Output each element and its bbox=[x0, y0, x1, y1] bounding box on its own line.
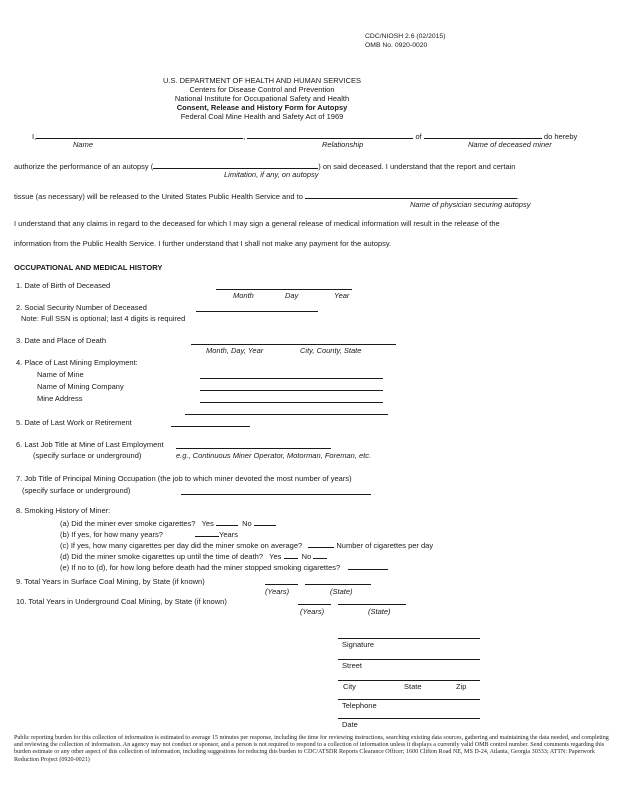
authorize-text: authorize the performance of an autopsy ( bbox=[14, 162, 154, 171]
tissue-period: . bbox=[517, 192, 520, 201]
last-job-title-blank[interactable] bbox=[176, 448, 331, 449]
surface-state-blank[interactable] bbox=[305, 584, 371, 585]
item10-state-label: (State) bbox=[368, 607, 391, 616]
claims-line-2: information from the Public Health Service. I further understand that I shall not make any payment for the autopsy. bbox=[14, 239, 392, 248]
header-act: Federal Coal Mine Health and Safety Act of 1969 bbox=[180, 112, 344, 121]
date-label: Date bbox=[342, 720, 358, 729]
item8-a-no-label: No bbox=[242, 519, 252, 528]
item1-label: 1. Date of Birth of Deceased bbox=[16, 281, 111, 290]
item9-state-label: (State) bbox=[330, 587, 353, 596]
mining-company-blank[interactable] bbox=[200, 390, 383, 391]
item5-label: 5. Date of Last Work or Retirement bbox=[16, 418, 132, 427]
smoke-ever-yes-blank[interactable] bbox=[216, 517, 238, 526]
item10-label: 10. Total Years in Underground Coal Mining, by State (if known) bbox=[16, 597, 227, 606]
claims-line-1: I understand that any claims in regard to the deceased for which I may sign a general release of medical information will result in the release of the bbox=[14, 219, 500, 228]
deceased-miner-blank[interactable] bbox=[424, 130, 542, 139]
paperwork-burden-statement: Public reporting burden for this collection of information is estimated to average 15 minutes per response, including the time for reviewing instructions, searching existing data sources, gathering and maintaining the data needed, and completing and reviewing the collection of information. An agency may not conduct or sponsor, and a person is not required to respond to a collection of information unless it displays a currently valid OMB control number. Send comments regarding this burden estimate or any other aspect of this collection of information, including suggestions for reducing this burden to CDC/ATSDR Reports Clearance Officer; 1600 Clifton Road NE, MS D-24, Atlanta, Georgia 30333; ATTN: Paperwork Reduction Project (0920-0021) bbox=[14, 735, 609, 763]
item6-specify-label: (specify surface or underground) bbox=[33, 451, 142, 460]
item8-e-question: (e) If no to (d), for how long before death had the miner stopped smoking cigarettes? bbox=[60, 563, 341, 572]
item8-b-row bbox=[60, 528, 238, 539]
item10-years-label: (Years) bbox=[300, 607, 325, 616]
death-place-label: City, County, State bbox=[300, 346, 362, 355]
item4-row2-label: Name of Mining Company bbox=[37, 382, 124, 391]
omb-number: OMB No. 0920-0020 bbox=[365, 42, 428, 49]
item7-specify-label: (specify surface or underground) bbox=[22, 486, 131, 495]
ssn-note: Note: Full SSN is optional; last 4 digits is required bbox=[21, 314, 186, 323]
smoke-years-blank[interactable] bbox=[195, 528, 219, 537]
consent-of: of bbox=[415, 132, 422, 141]
mine-name-blank[interactable] bbox=[200, 378, 383, 379]
form-version: CDC/NIOSH 2.6 (02/2015) bbox=[365, 33, 446, 40]
limitation-blank[interactable] bbox=[153, 160, 318, 169]
item8-a-question: (a) Did the miner ever smoke cigarettes? bbox=[60, 519, 196, 528]
item8-b-unit-label: Years bbox=[219, 530, 238, 539]
cigarettes-per-day-blank[interactable] bbox=[308, 539, 334, 548]
section-heading: OCCUPATIONAL AND MEDICAL HISTORY bbox=[14, 263, 163, 272]
authorize-text-after: ) on said deceased. I understand that the report and certain bbox=[318, 162, 516, 171]
surface-years-blank[interactable] bbox=[265, 584, 298, 585]
dob-month-label: Month bbox=[233, 291, 254, 300]
relationship-blank[interactable] bbox=[247, 130, 413, 139]
tissue-text: tissue (as necessary) will be released to the United States Public Health Service and to bbox=[14, 192, 303, 201]
item8-c-row bbox=[60, 539, 433, 550]
stopped-smoking-blank[interactable] bbox=[348, 561, 388, 570]
relationship-under-label: Relationship bbox=[322, 140, 364, 149]
last-work-blank[interactable] bbox=[171, 426, 250, 427]
city-state-zip-blank[interactable] bbox=[338, 680, 480, 681]
physician-under-label: Name of physician securing autopsy bbox=[410, 200, 531, 209]
item8-a-row bbox=[60, 517, 276, 528]
mine-address-blank-1[interactable] bbox=[200, 402, 383, 403]
signature-label: Signature bbox=[342, 640, 375, 649]
smoke-ever-no-blank[interactable] bbox=[254, 517, 276, 526]
item8-c-question: (c) If yes, how many cigarettes per day did the miner smoke on average? bbox=[60, 541, 303, 550]
item6-label: 6. Last Job Title at Mine of Last Employment bbox=[16, 440, 164, 449]
header-department: U.S. DEPARTMENT OF HEALTH AND HUMAN SERVICES bbox=[162, 76, 362, 85]
underground-years-blank[interactable] bbox=[298, 604, 331, 605]
item8-label: 8. Smoking History of Miner: bbox=[16, 506, 111, 515]
item2-label: 2. Social Security Number of Deceased bbox=[16, 303, 147, 312]
item4-row3-label: Mine Address bbox=[37, 394, 83, 403]
smoke-until-death-no-blank[interactable] bbox=[313, 550, 327, 559]
limitation-under-label: Limitation, if any, on autopsy bbox=[224, 170, 319, 179]
telephone-blank[interactable] bbox=[338, 699, 480, 700]
city-label: City bbox=[343, 682, 356, 691]
item8-a-yes-label: Yes bbox=[201, 519, 214, 528]
item9-years-label: (Years) bbox=[265, 587, 290, 596]
item7-label: 7. Job Title of Principal Mining Occupation (the job to which miner devoted the most number of years) bbox=[16, 474, 352, 483]
underground-state-blank[interactable] bbox=[338, 604, 406, 605]
form-title: Consent, Release and History Form for Autopsy bbox=[176, 103, 348, 112]
telephone-label: Telephone bbox=[342, 701, 377, 710]
item9-label: 9. Total Years in Surface Coal Mining, by State (if known) bbox=[16, 577, 205, 586]
header-niosh: National Institute for Occupational Safety and Health bbox=[174, 94, 350, 103]
item8-d-row bbox=[60, 550, 327, 561]
date-blank[interactable] bbox=[338, 718, 480, 719]
state-label: State bbox=[404, 682, 422, 691]
signature-blank[interactable] bbox=[338, 638, 480, 639]
header-cdc: Centers for Disease Control and Prevention bbox=[189, 85, 335, 94]
principal-occupation-blank[interactable] bbox=[181, 494, 371, 495]
zip-label: Zip bbox=[456, 682, 467, 691]
deceased-miner-under-label: Name of deceased miner bbox=[468, 140, 552, 149]
dob-blank[interactable] bbox=[216, 289, 352, 290]
item8-d-yes-label: Yes bbox=[269, 552, 282, 561]
item4-label: 4. Place of Last Mining Employment: bbox=[16, 358, 138, 367]
physician-blank[interactable] bbox=[305, 190, 520, 201]
dob-day-label: Day bbox=[285, 291, 299, 300]
item8-d-no-label: No bbox=[301, 552, 312, 561]
death-date-label: Month, Day, Year bbox=[206, 346, 264, 355]
name-blank[interactable] bbox=[36, 130, 246, 141]
mine-address-blank-2[interactable] bbox=[185, 414, 388, 415]
street-blank[interactable] bbox=[338, 659, 480, 660]
consent-prefix: I, bbox=[32, 132, 37, 141]
item8-e-row bbox=[60, 561, 388, 572]
dob-year-label: Year bbox=[334, 291, 350, 300]
death-date-place-blank[interactable] bbox=[191, 344, 396, 345]
name-under-label: Name bbox=[73, 140, 94, 149]
ssn-blank[interactable] bbox=[196, 311, 318, 312]
item6-example-label: e.g., Continuous Miner Operator, Motorman, Foreman, etc. bbox=[176, 451, 372, 460]
consent-do-hereby: do hereby bbox=[543, 132, 578, 141]
item4-row1-label: Name of Mine bbox=[37, 370, 84, 379]
item8-d-question: (d) Did the miner smoke cigarettes up until the time of death? bbox=[60, 552, 264, 561]
smoke-until-death-yes-blank[interactable] bbox=[284, 550, 298, 559]
item3-label: 3. Date and Place of Death bbox=[16, 336, 107, 345]
form-header bbox=[0, 76, 524, 121]
street-label: Street bbox=[342, 661, 363, 670]
item8-b-question: (b) If yes, for how many years? bbox=[60, 530, 163, 539]
item8-c-unit-label: Number of cigarettes per day bbox=[336, 541, 434, 550]
consent-comma: , bbox=[243, 132, 246, 141]
